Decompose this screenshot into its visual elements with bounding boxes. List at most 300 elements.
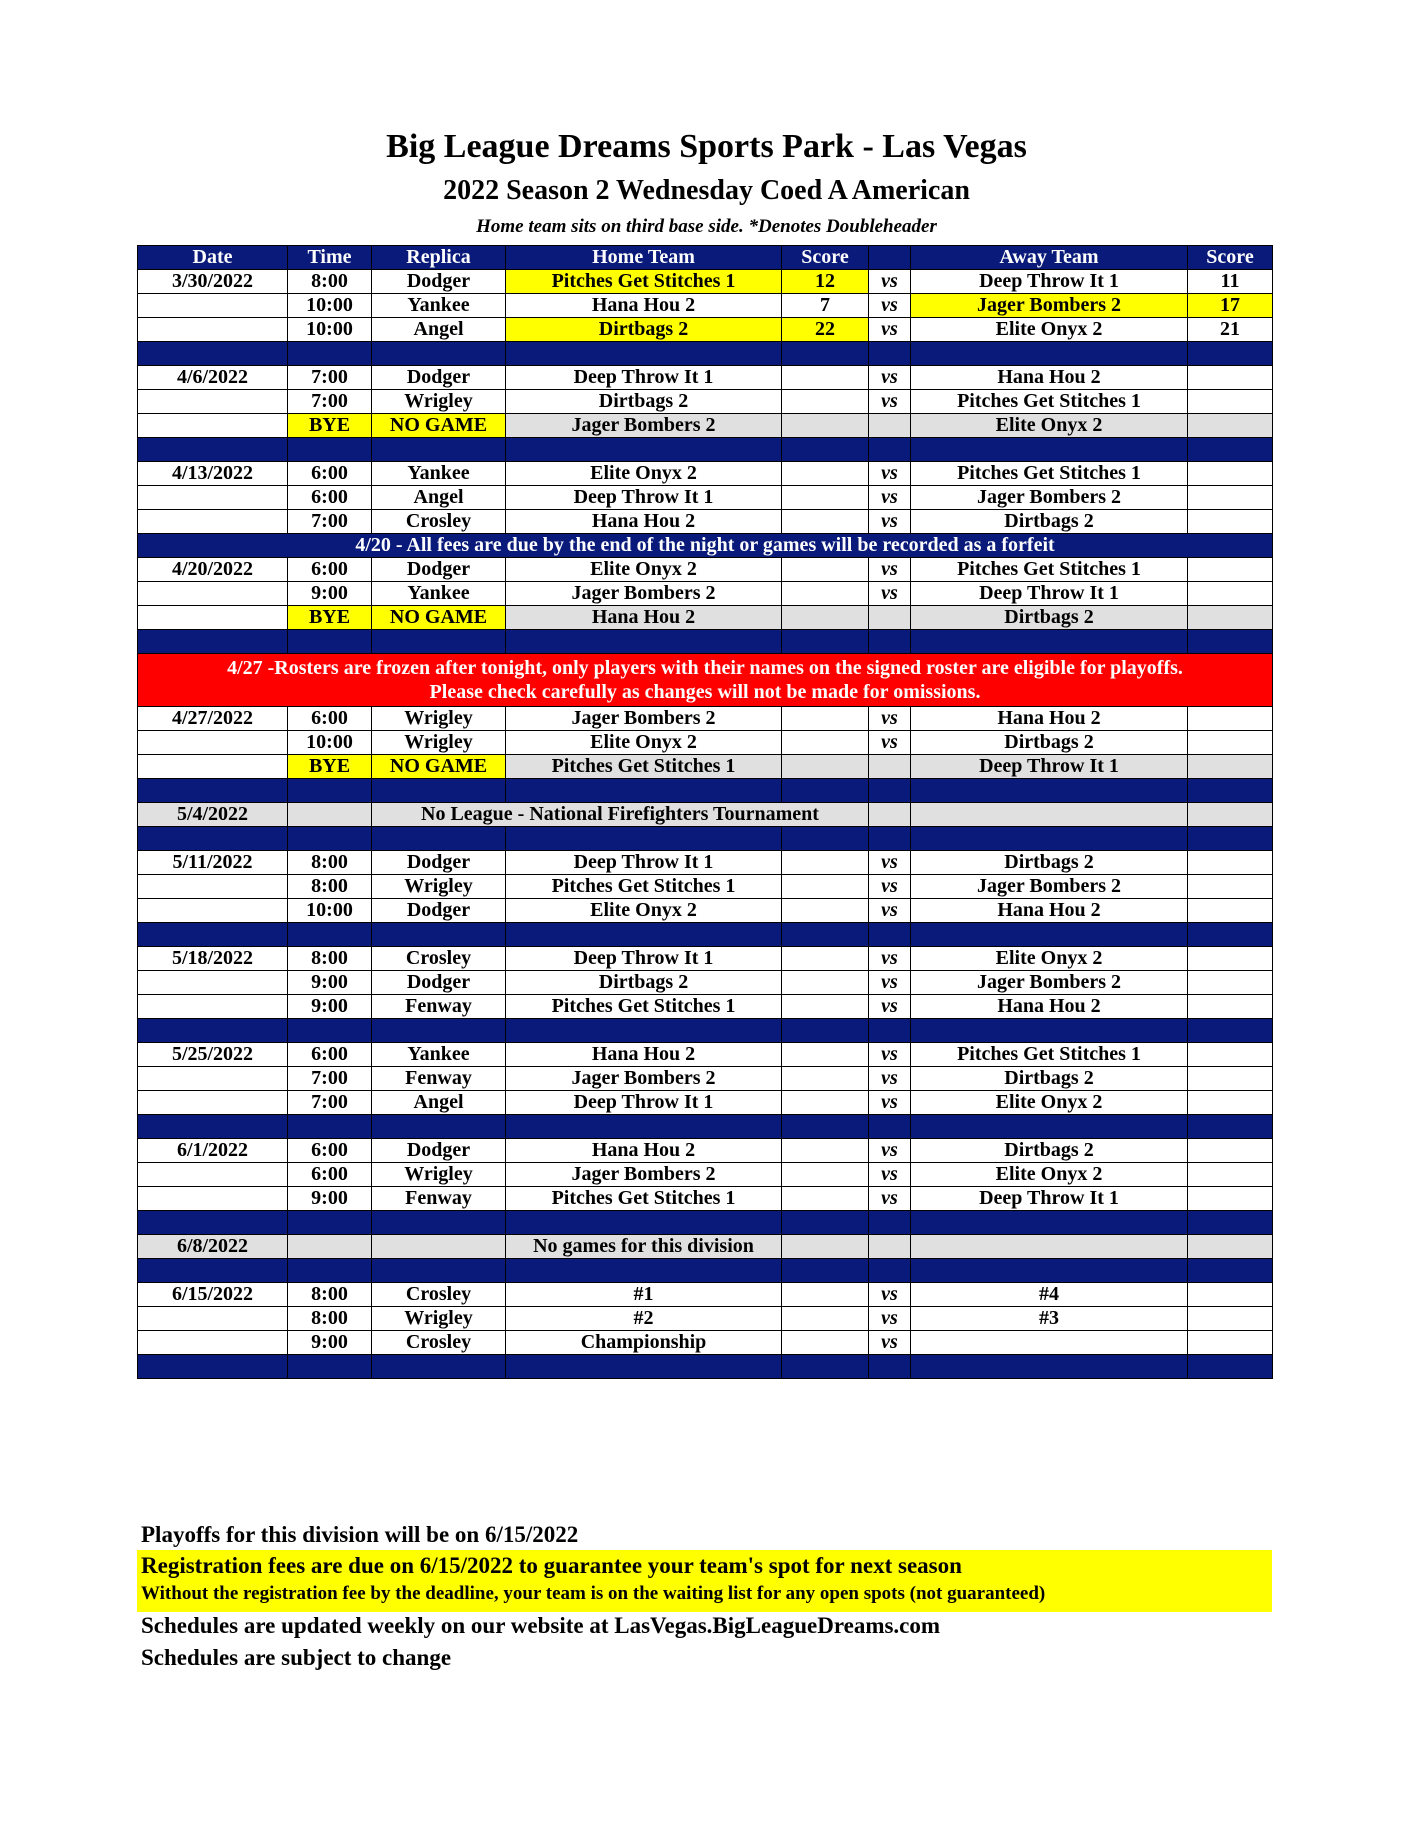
no-game-cell: NO GAME xyxy=(372,755,506,779)
date-cell xyxy=(138,486,288,510)
away-score-cell xyxy=(1188,462,1273,486)
vs-cell xyxy=(869,606,911,630)
date-cell xyxy=(138,899,288,923)
field-cell: Yankee xyxy=(372,294,506,318)
separator-row xyxy=(138,1115,1273,1139)
away-team-cell: Pitches Get Stitches 1 xyxy=(911,558,1188,582)
separator-cell xyxy=(911,1211,1188,1235)
separator-cell xyxy=(869,1355,911,1379)
separator-cell xyxy=(869,923,911,947)
game-row xyxy=(138,1331,1273,1355)
home-team-cell: Hana Hou 2 xyxy=(506,1043,782,1067)
away-team-cell xyxy=(911,803,1188,827)
separator-cell xyxy=(138,1355,288,1379)
home-score-cell xyxy=(782,1067,869,1091)
home-team-cell: Dirtbags 2 xyxy=(506,971,782,995)
field-cell: Yankee xyxy=(372,1043,506,1067)
separator-cell xyxy=(506,1115,782,1139)
no-games-row xyxy=(138,1235,1273,1259)
separator-cell xyxy=(1188,779,1273,803)
game-row xyxy=(138,1307,1273,1331)
no-game-cell: NO GAME xyxy=(372,414,506,438)
vs-cell xyxy=(869,414,911,438)
field-cell: Dodger xyxy=(372,851,506,875)
date-cell xyxy=(138,318,288,342)
away-score-cell xyxy=(1188,731,1273,755)
separator-cell xyxy=(782,438,869,462)
game-row xyxy=(138,1187,1273,1211)
col-header-away-score: Score xyxy=(1188,246,1273,270)
separator-cell xyxy=(372,342,506,366)
field-cell: Dodger xyxy=(372,366,506,390)
separator-cell xyxy=(138,1019,288,1043)
page-title: Big League Dreams Sports Park - Las Vegas xyxy=(386,128,1027,165)
time-cell: 9:00 xyxy=(288,1331,372,1355)
field-cell: Dodger xyxy=(372,270,506,294)
separator-cell xyxy=(372,1259,506,1283)
separator-cell xyxy=(869,1115,911,1139)
home-team-cell: Hana Hou 2 xyxy=(506,294,782,318)
away-team-cell: Elite Onyx 2 xyxy=(911,947,1188,971)
bye-cell: BYE xyxy=(288,606,372,630)
field-cell: Wrigley xyxy=(372,1163,506,1187)
separator-cell xyxy=(288,1115,372,1139)
separator-cell xyxy=(782,1211,869,1235)
time-cell: 10:00 xyxy=(288,899,372,923)
game-row xyxy=(138,1043,1273,1067)
vs-cell: vs xyxy=(869,1307,911,1331)
away-team-cell: Dirtbags 2 xyxy=(911,510,1188,534)
away-team-cell: Jager Bombers 2 xyxy=(911,875,1188,899)
game-row xyxy=(138,995,1273,1019)
separator-cell xyxy=(1188,342,1273,366)
time-cell: 7:00 xyxy=(288,366,372,390)
separator-cell xyxy=(138,779,288,803)
date-cell xyxy=(138,390,288,414)
separator-cell xyxy=(1188,923,1273,947)
away-score-cell xyxy=(1188,1331,1273,1355)
separator-cell xyxy=(911,1019,1188,1043)
separator-cell xyxy=(911,827,1188,851)
field-cell: Fenway xyxy=(372,995,506,1019)
home-score-cell: 7 xyxy=(782,294,869,318)
home-team-cell: Elite Onyx 2 xyxy=(506,462,782,486)
home-score-cell xyxy=(782,462,869,486)
field-cell: Crosley xyxy=(372,1283,506,1307)
home-score-cell xyxy=(782,1307,869,1331)
vs-cell: vs xyxy=(869,510,911,534)
date-cell: 4/27/2022 xyxy=(138,707,288,731)
col-header-away-team: Away Team xyxy=(911,246,1188,270)
away-team-cell: Hana Hou 2 xyxy=(911,995,1188,1019)
time-cell: 9:00 xyxy=(288,995,372,1019)
home-score-cell xyxy=(782,1187,869,1211)
home-score-cell: 12 xyxy=(782,270,869,294)
vs-cell: vs xyxy=(869,1139,911,1163)
col-header-home-team: Home Team xyxy=(506,246,782,270)
vs-cell: vs xyxy=(869,270,911,294)
home-score-cell xyxy=(782,707,869,731)
away-score-cell: 21 xyxy=(1188,318,1273,342)
home-score-cell xyxy=(782,486,869,510)
game-row xyxy=(138,1163,1273,1187)
separator-cell xyxy=(1188,827,1273,851)
separator-cell xyxy=(782,342,869,366)
home-score-cell xyxy=(782,1283,869,1307)
date-cell xyxy=(138,755,288,779)
home-team-cell: Deep Throw It 1 xyxy=(506,366,782,390)
date-cell: 5/25/2022 xyxy=(138,1043,288,1067)
separator-row xyxy=(138,342,1273,366)
separator-cell xyxy=(138,630,288,654)
separator-cell xyxy=(1188,630,1273,654)
separator-row xyxy=(138,1355,1273,1379)
separator-cell xyxy=(372,1211,506,1235)
field-cell: Wrigley xyxy=(372,1307,506,1331)
separator-cell xyxy=(1188,1355,1273,1379)
field-cell: Fenway xyxy=(372,1067,506,1091)
game-row xyxy=(138,1139,1273,1163)
separator-cell xyxy=(782,1355,869,1379)
home-team-cell: Pitches Get Stitches 1 xyxy=(506,995,782,1019)
game-row xyxy=(138,510,1273,534)
date-cell: 5/18/2022 xyxy=(138,947,288,971)
separator-row xyxy=(138,923,1273,947)
away-team-cell: Deep Throw It 1 xyxy=(911,270,1188,294)
away-team-cell: Jager Bombers 2 xyxy=(911,486,1188,510)
date-cell: 4/13/2022 xyxy=(138,462,288,486)
separator-cell xyxy=(372,1355,506,1379)
away-team-cell: Elite Onyx 2 xyxy=(911,1163,1188,1187)
away-score-cell xyxy=(1188,1307,1273,1331)
away-team-cell: Jager Bombers 2 xyxy=(911,294,1188,318)
bye-row xyxy=(138,414,1273,438)
home-score-cell xyxy=(782,995,869,1019)
home-team-cell: Pitches Get Stitches 1 xyxy=(506,875,782,899)
away-team-cell xyxy=(911,1235,1188,1259)
home-team-cell: Pitches Get Stitches 1 xyxy=(506,755,782,779)
home-score-cell xyxy=(782,971,869,995)
time-cell: 6:00 xyxy=(288,1139,372,1163)
home-score-cell xyxy=(782,947,869,971)
vs-cell: vs xyxy=(869,390,911,414)
game-row xyxy=(138,582,1273,606)
roster-alert-row xyxy=(138,654,1273,707)
away-team-cell: Elite Onyx 2 xyxy=(911,318,1188,342)
game-row xyxy=(138,270,1273,294)
home-team-cell: Jager Bombers 2 xyxy=(506,707,782,731)
away-score-cell xyxy=(1188,558,1273,582)
separator-cell xyxy=(782,827,869,851)
field-cell: Crosley xyxy=(372,947,506,971)
home-team-cell: Jager Bombers 2 xyxy=(506,414,782,438)
away-team-cell: Hana Hou 2 xyxy=(911,899,1188,923)
away-score-cell xyxy=(1188,1091,1273,1115)
subject-to-change-note: Schedules are subject to change xyxy=(141,1645,452,1670)
field-cell: Dodger xyxy=(372,1139,506,1163)
separator-cell xyxy=(1188,1259,1273,1283)
col-header-vs xyxy=(869,246,911,270)
vs-cell: vs xyxy=(869,995,911,1019)
table-header-row xyxy=(138,246,1273,270)
away-score-cell xyxy=(1188,1139,1273,1163)
col-header-replica: Replica xyxy=(372,246,506,270)
vs-cell: vs xyxy=(869,1187,911,1211)
away-team-cell: Deep Throw It 1 xyxy=(911,1187,1188,1211)
separator-cell xyxy=(138,342,288,366)
separator-cell xyxy=(372,630,506,654)
game-row xyxy=(138,318,1273,342)
field-cell: Dodger xyxy=(372,558,506,582)
home-team-cell: Jager Bombers 2 xyxy=(506,1067,782,1091)
separator-cell xyxy=(372,438,506,462)
vs-cell: vs xyxy=(869,707,911,731)
separator-cell xyxy=(869,1259,911,1283)
field-cell: Wrigley xyxy=(372,731,506,755)
separator-cell xyxy=(911,1259,1188,1283)
date-cell xyxy=(138,875,288,899)
field-cell: Wrigley xyxy=(372,875,506,899)
home-team-cell: Deep Throw It 1 xyxy=(506,851,782,875)
separator-cell xyxy=(911,1355,1188,1379)
vs-cell: vs xyxy=(869,899,911,923)
home-team-cell: Jager Bombers 2 xyxy=(506,1163,782,1187)
away-team-cell xyxy=(911,1331,1188,1355)
time-cell: 9:00 xyxy=(288,1187,372,1211)
home-score-cell xyxy=(782,414,869,438)
vs-cell: vs xyxy=(869,947,911,971)
separator-cell xyxy=(869,1019,911,1043)
separator-cell xyxy=(911,438,1188,462)
home-team-cell: Pitches Get Stitches 1 xyxy=(506,270,782,294)
home-team-cell: Deep Throw It 1 xyxy=(506,1091,782,1115)
separator-cell xyxy=(1188,1019,1273,1043)
separator-cell xyxy=(782,923,869,947)
vs-cell: vs xyxy=(869,558,911,582)
separator-row xyxy=(138,779,1273,803)
separator-cell xyxy=(288,342,372,366)
separator-row xyxy=(138,1211,1273,1235)
time-cell: 7:00 xyxy=(288,1067,372,1091)
field-cell: Crosley xyxy=(372,1331,506,1355)
away-score-cell xyxy=(1188,899,1273,923)
home-score-cell xyxy=(782,1139,869,1163)
away-score-cell xyxy=(1188,971,1273,995)
date-cell xyxy=(138,1067,288,1091)
away-score-cell xyxy=(1188,1043,1273,1067)
home-score-cell xyxy=(782,755,869,779)
date-cell xyxy=(138,971,288,995)
away-team-cell: Pitches Get Stitches 1 xyxy=(911,1043,1188,1067)
no-games-text: No games for this division xyxy=(506,1235,782,1259)
date-cell xyxy=(138,510,288,534)
separator-cell xyxy=(506,779,782,803)
field-cell: Angel xyxy=(372,318,506,342)
date-cell xyxy=(138,1331,288,1355)
separator-cell xyxy=(506,438,782,462)
away-score-cell xyxy=(1188,1187,1273,1211)
separator-cell xyxy=(288,1019,372,1043)
game-row xyxy=(138,971,1273,995)
vs-cell: vs xyxy=(869,731,911,755)
time-cell: 6:00 xyxy=(288,1043,372,1067)
date-cell xyxy=(138,1187,288,1211)
away-team-cell: Pitches Get Stitches 1 xyxy=(911,462,1188,486)
date-cell xyxy=(138,606,288,630)
game-row xyxy=(138,462,1273,486)
playoffs-note: Playoffs for this division will be on 6/15/2022 xyxy=(141,1522,579,1547)
time-cell: 7:00 xyxy=(288,510,372,534)
time-cell: 8:00 xyxy=(288,947,372,971)
separator-cell xyxy=(288,630,372,654)
away-score-cell xyxy=(1188,1163,1273,1187)
away-team-cell: Dirtbags 2 xyxy=(911,731,1188,755)
separator-cell xyxy=(138,827,288,851)
away-team-cell: Deep Throw It 1 xyxy=(911,755,1188,779)
away-score-cell xyxy=(1188,606,1273,630)
game-row xyxy=(138,731,1273,755)
home-score-cell xyxy=(782,899,869,923)
time-cell: 7:00 xyxy=(288,390,372,414)
separator-cell xyxy=(506,630,782,654)
home-score-cell xyxy=(782,875,869,899)
home-team-cell: Deep Throw It 1 xyxy=(506,486,782,510)
away-score-cell xyxy=(1188,414,1273,438)
separator-cell xyxy=(372,923,506,947)
website-note: Schedules are updated weekly on our website at LasVegas.BigLeagueDreams.com xyxy=(141,1613,941,1638)
vs-cell: vs xyxy=(869,1283,911,1307)
away-team-cell: Dirtbags 2 xyxy=(911,606,1188,630)
field-cell xyxy=(372,1235,506,1259)
field-cell: Wrigley xyxy=(372,707,506,731)
separator-cell xyxy=(506,342,782,366)
away-score-cell xyxy=(1188,1235,1273,1259)
away-score-cell xyxy=(1188,995,1273,1019)
home-team-cell: Elite Onyx 2 xyxy=(506,558,782,582)
vs-cell: vs xyxy=(869,1331,911,1355)
field-cell: Crosley xyxy=(372,510,506,534)
away-score-cell xyxy=(1188,366,1273,390)
bye-cell: BYE xyxy=(288,414,372,438)
away-score-cell xyxy=(1188,390,1273,414)
separator-cell xyxy=(869,827,911,851)
home-team-cell: #1 xyxy=(506,1283,782,1307)
away-score-cell xyxy=(1188,755,1273,779)
separator-cell xyxy=(138,1259,288,1283)
separator-cell xyxy=(288,923,372,947)
time-cell: 10:00 xyxy=(288,731,372,755)
away-score-cell xyxy=(1188,707,1273,731)
separator-cell xyxy=(138,438,288,462)
time-cell: 6:00 xyxy=(288,558,372,582)
separator-cell xyxy=(869,779,911,803)
vs-cell: vs xyxy=(869,851,911,875)
away-team-cell: Dirtbags 2 xyxy=(911,851,1188,875)
vs-cell xyxy=(869,803,911,827)
vs-cell: vs xyxy=(869,1163,911,1187)
home-team-cell: Hana Hou 2 xyxy=(506,606,782,630)
field-cell: Angel xyxy=(372,1091,506,1115)
time-cell: 7:00 xyxy=(288,1091,372,1115)
bye-cell: BYE xyxy=(288,755,372,779)
registration-note: Registration fees are due on 6/15/2022 to guarantee your team's spot for next season xyxy=(141,1553,962,1578)
home-score-cell xyxy=(782,582,869,606)
game-row xyxy=(138,947,1273,971)
separator-cell xyxy=(869,1211,911,1235)
separator-cell xyxy=(782,1019,869,1043)
time-cell: 6:00 xyxy=(288,462,372,486)
vs-cell: vs xyxy=(869,582,911,606)
away-score-cell xyxy=(1188,947,1273,971)
home-score-cell xyxy=(782,731,869,755)
separator-cell xyxy=(372,1019,506,1043)
no-games-text: No League - National Firefighters Tournament xyxy=(372,803,869,827)
game-row xyxy=(138,875,1273,899)
home-score-cell xyxy=(782,1235,869,1259)
fee-notice-row xyxy=(138,534,1273,558)
time-cell: 6:00 xyxy=(288,707,372,731)
home-score-cell xyxy=(782,1043,869,1067)
time-cell: 8:00 xyxy=(288,851,372,875)
home-score-cell xyxy=(782,390,869,414)
separator-cell xyxy=(288,438,372,462)
time-cell xyxy=(288,803,372,827)
separator-row xyxy=(138,827,1273,851)
separator-row xyxy=(138,438,1273,462)
separator-cell xyxy=(1188,1115,1273,1139)
date-cell xyxy=(138,1307,288,1331)
separator-cell xyxy=(782,779,869,803)
separator-cell xyxy=(372,827,506,851)
separator-cell xyxy=(911,1115,1188,1139)
separator-cell xyxy=(506,1019,782,1043)
separator-cell xyxy=(869,342,911,366)
col-header-home-score: Score xyxy=(782,246,869,270)
separator-cell xyxy=(288,1211,372,1235)
home-team-cell: Jager Bombers 2 xyxy=(506,582,782,606)
home-score-cell xyxy=(782,1091,869,1115)
date-cell: 6/15/2022 xyxy=(138,1283,288,1307)
vs-cell xyxy=(869,755,911,779)
home-team-cell: Elite Onyx 2 xyxy=(506,899,782,923)
separator-row xyxy=(138,1259,1273,1283)
away-team-cell: #4 xyxy=(911,1283,1188,1307)
home-score-cell xyxy=(782,510,869,534)
home-team-cell: Elite Onyx 2 xyxy=(506,731,782,755)
vs-cell: vs xyxy=(869,294,911,318)
away-score-cell xyxy=(1188,582,1273,606)
away-score-cell xyxy=(1188,510,1273,534)
bye-row xyxy=(138,755,1273,779)
date-cell xyxy=(138,1163,288,1187)
vs-cell xyxy=(869,1235,911,1259)
home-team-cell: Dirtbags 2 xyxy=(506,390,782,414)
date-cell: 3/30/2022 xyxy=(138,270,288,294)
date-cell xyxy=(138,582,288,606)
field-cell: Yankee xyxy=(372,462,506,486)
home-team-cell: Pitches Get Stitches 1 xyxy=(506,1187,782,1211)
field-cell: Yankee xyxy=(372,582,506,606)
home-team-cell: Deep Throw It 1 xyxy=(506,947,782,971)
separator-cell xyxy=(506,827,782,851)
game-row xyxy=(138,390,1273,414)
vs-cell: vs xyxy=(869,1067,911,1091)
away-team-cell: Pitches Get Stitches 1 xyxy=(911,390,1188,414)
game-row xyxy=(138,294,1273,318)
separator-cell xyxy=(288,1259,372,1283)
separator-cell xyxy=(138,1211,288,1235)
separator-cell xyxy=(506,1355,782,1379)
